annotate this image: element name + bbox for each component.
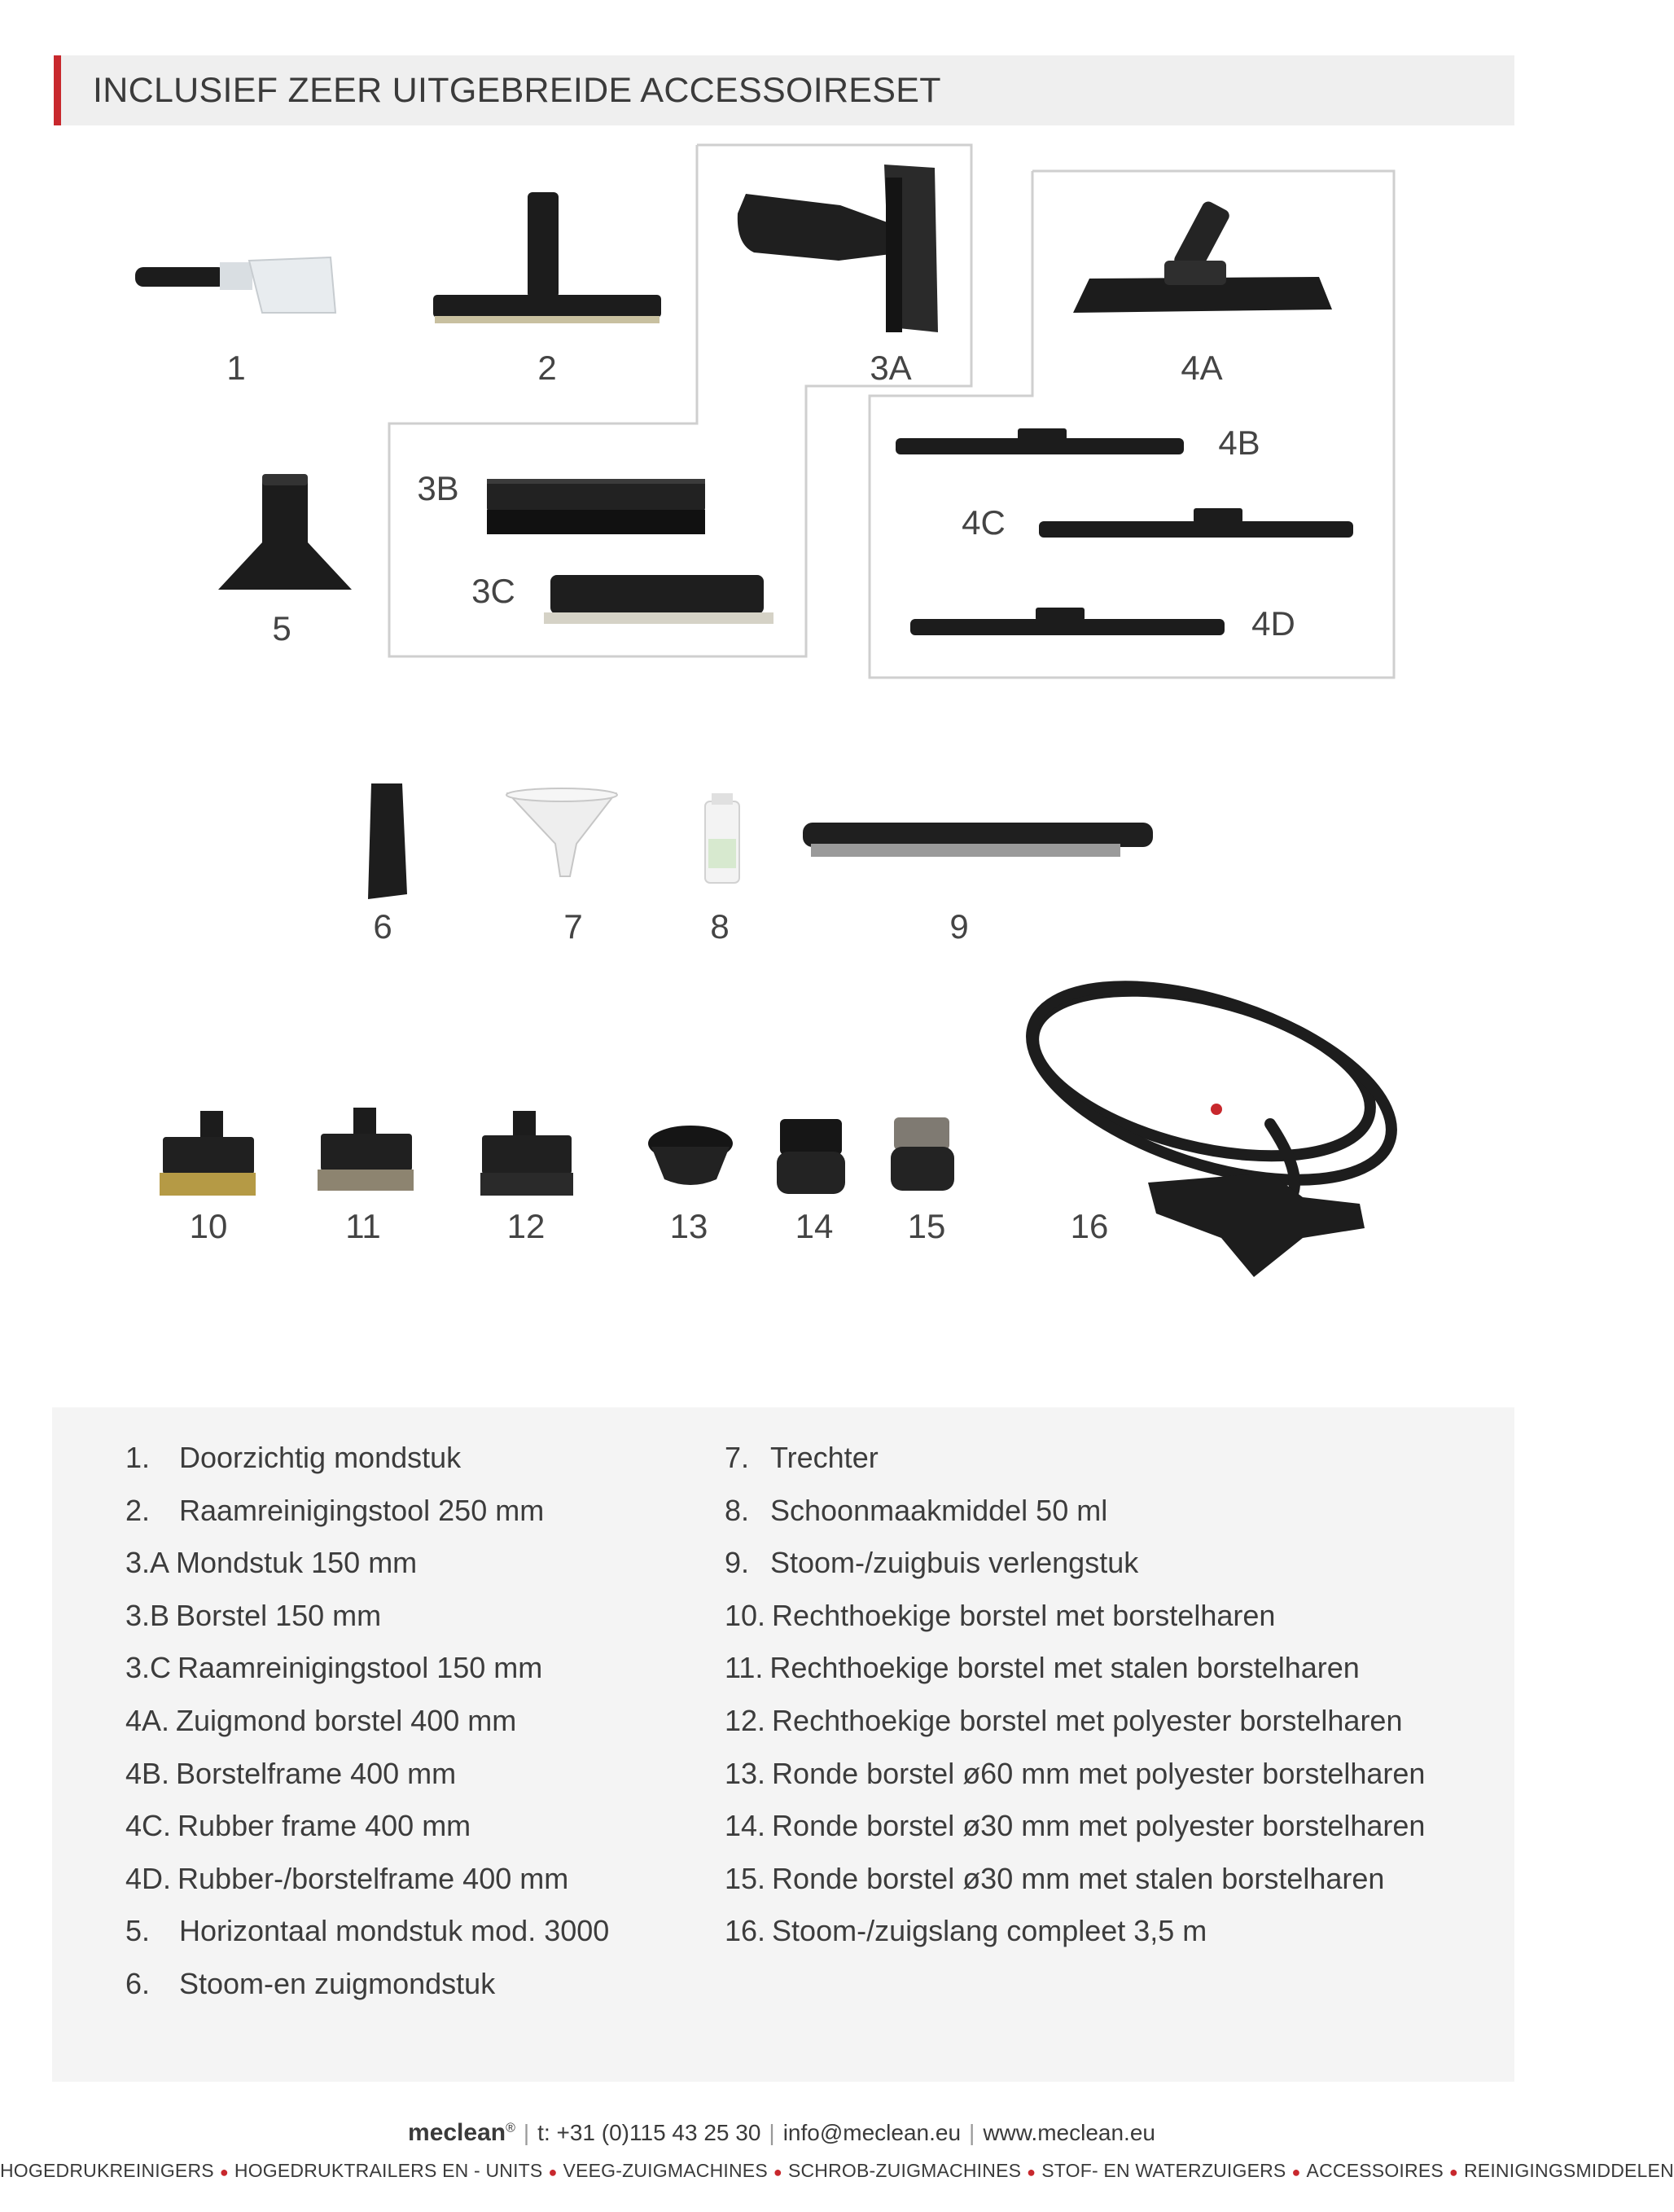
list-item <box>125 1808 471 1844</box>
product-7-funnel <box>506 788 617 876</box>
list-item-text: Stoom-en zuigmondstuk <box>179 1967 496 2000</box>
list-item-text: Mondstuk 150 mm <box>176 1546 418 1580</box>
list-item-text: Ronde borstel ø30 mm met polyester borstelharen <box>772 1809 1426 1843</box>
list-item-text: Ronde borstel ø60 mm met polyester borstelharen <box>772 1756 1426 1790</box>
list-item <box>725 1808 1425 1844</box>
list-item <box>125 1440 461 1476</box>
list-item-number: 4A. <box>125 1704 170 1737</box>
label-7: 7 <box>563 907 583 946</box>
footer-category[interactable]: VEEG-ZUIGMACHINES <box>563 2160 768 2181</box>
list-item <box>725 1440 879 1476</box>
list-item-number: 16. <box>725 1914 766 1948</box>
list-item <box>725 1913 1207 1949</box>
list-item-number: 6. <box>125 1967 151 2000</box>
label-14: 14 <box>795 1207 834 1245</box>
list-item <box>125 1756 456 1792</box>
list-item-number: 15. <box>725 1861 766 1895</box>
label-4a: 4A <box>1181 349 1223 387</box>
label-1: 1 <box>226 349 246 387</box>
list-item <box>125 1966 495 2002</box>
label-12: 12 <box>506 1207 546 1245</box>
list-item-number: 9. <box>725 1546 750 1580</box>
list-item-text: Borstel 150 mm <box>176 1598 382 1632</box>
footer-category[interactable]: HOGEDRUKREINIGERS <box>0 2160 214 2181</box>
list-item-number: 2. <box>125 1493 151 1527</box>
product-3c-window-tool <box>544 575 773 624</box>
list-item-number: 11. <box>725 1651 764 1685</box>
list-item <box>725 1756 1425 1792</box>
category-separator: ● <box>548 2164 558 2180</box>
list-item-number: 4C. <box>125 1809 172 1843</box>
list-item-text: Doorzichtig mondstuk <box>179 1441 462 1474</box>
list-item-number: 3.A <box>125 1546 170 1580</box>
registered-mark: ® <box>506 2121 515 2135</box>
category-separator: ● <box>219 2164 229 2180</box>
list-item <box>125 1913 609 1949</box>
list-item-number: 14. <box>725 1809 766 1843</box>
list-item-text: Schoonmaakmiddel 50 ml <box>770 1493 1108 1527</box>
product-3a-nozzle <box>738 165 938 332</box>
list-item-number: 10. <box>725 1598 766 1632</box>
list-item-number: 1. <box>125 1441 151 1474</box>
category-separator: ● <box>1027 2164 1036 2180</box>
list-item-number: 12. <box>725 1704 766 1737</box>
label-6: 6 <box>373 907 392 946</box>
label-16: 16 <box>1070 1207 1109 1245</box>
list-item-text: Borstelframe 400 mm <box>176 1756 457 1790</box>
list-item-number: 4B. <box>125 1756 170 1790</box>
label-10: 10 <box>189 1207 228 1245</box>
product-2-window-tool <box>433 192 661 323</box>
list-item <box>125 1703 516 1739</box>
label-3c: 3C <box>471 572 515 610</box>
label-3a: 3A <box>870 349 912 387</box>
list-item <box>725 1545 1138 1581</box>
list-item-text: Raamreinigingstool 250 mm <box>179 1493 545 1527</box>
label-4d: 4D <box>1251 604 1295 643</box>
product-3b-brush <box>487 479 705 534</box>
list-item-text: Rubber frame 400 mm <box>177 1809 471 1843</box>
footer-email[interactable]: info@meclean.eu <box>782 2120 962 2145</box>
footer-contact: meclean® | t: +31 (0)115 43 25 30 | info@meclean.eu | www.meclean.eu <box>408 2119 1155 2146</box>
list-item-text: Raamreinigingstool 150 mm <box>177 1651 543 1685</box>
list-item <box>725 1703 1402 1739</box>
label-13: 13 <box>669 1207 708 1245</box>
product-14-round-brush-30 <box>777 1119 845 1194</box>
product-13-round-brush-60 <box>648 1126 733 1185</box>
product-6-steam-nozzle <box>368 783 407 899</box>
list-item <box>725 1598 1275 1634</box>
list-item <box>125 1598 381 1634</box>
label-8: 8 <box>710 907 730 946</box>
list-item-text: Rubber-/borstelframe 400 mm <box>177 1861 569 1895</box>
label-11: 11 <box>345 1207 381 1245</box>
product-4d-rubber-brush-frame <box>910 608 1225 635</box>
list-item-text: Stoom-/zuigslang compleet 3,5 m <box>772 1914 1207 1948</box>
footer-category[interactable]: SCHROB-ZUIGMACHINES <box>787 2160 1022 2181</box>
category-separator: ● <box>1291 2164 1301 2180</box>
section-title: INCLUSIEF ZEER UITGEBREIDE ACCESSOIRESET <box>93 71 941 110</box>
list-item-number: 3.C <box>125 1651 172 1685</box>
list-item-text: Horizontaal mondstuk mod. 3000 <box>179 1914 610 1948</box>
list-item <box>725 1650 1360 1686</box>
list-item-text: Trechter <box>770 1441 879 1474</box>
product-9-extension-tube <box>803 823 1153 857</box>
footer-category[interactable]: HOGEDRUKTRAILERS EN - UNITS <box>234 2160 543 2181</box>
product-8-cleaning-agent <box>705 793 739 883</box>
product-10-brush-brass <box>160 1111 256 1196</box>
label-15: 15 <box>907 1207 946 1245</box>
product-4c-rubber-frame <box>1039 508 1353 538</box>
product-5-horizontal-nozzle <box>218 474 352 590</box>
list-item-text: Rechthoekige borstel met stalen borstelharen <box>769 1651 1360 1685</box>
list-item-number: 8. <box>725 1493 750 1527</box>
list-item <box>125 1493 544 1529</box>
group-outline-4 <box>870 171 1394 678</box>
product-4b-brush-frame <box>896 428 1184 454</box>
footer-category[interactable]: ACCESSOIRES <box>1306 2160 1444 2181</box>
list-item-number: 5. <box>125 1914 151 1948</box>
list-item-number: 4D. <box>125 1861 172 1895</box>
label-3b: 3B <box>417 469 459 507</box>
label-2: 2 <box>537 349 557 387</box>
product-15-round-brush-30-steel <box>891 1117 954 1191</box>
list-item-number: 13. <box>725 1756 766 1790</box>
list-item-text: Zuigmond borstel 400 mm <box>176 1704 517 1737</box>
list-item <box>125 1650 542 1686</box>
footer-category[interactable]: REINIGINGSMIDDELEN <box>1463 2160 1674 2181</box>
footer-website[interactable]: www.meclean.eu <box>983 2120 1155 2145</box>
product-1-transparent-nozzle <box>135 257 335 313</box>
label-4b: 4B <box>1218 424 1260 462</box>
label-9: 9 <box>949 907 969 946</box>
footer-phone: t: +31 (0)115 43 25 30 <box>537 2120 761 2145</box>
list-item-text: Rechthoekige borstel met borstelharen <box>772 1598 1276 1632</box>
footer-category[interactable]: STOF- EN WATERZUIGERS <box>1041 2160 1286 2181</box>
list-item <box>125 1861 568 1897</box>
hose-handle <box>1148 1104 1365 1277</box>
product-12-brush-polyester <box>480 1111 573 1196</box>
list-item <box>125 1545 417 1581</box>
product-11-brush-steel <box>318 1108 414 1191</box>
list-item-number: 7. <box>725 1441 750 1474</box>
label-4c: 4C <box>962 503 1006 542</box>
category-separator: ● <box>773 2164 782 2180</box>
category-separator: ● <box>1448 2164 1458 2180</box>
list-item <box>725 1861 1384 1897</box>
footer-categories <box>0 2160 1674 2182</box>
list-item-text: Stoom-/zuigbuis verlengstuk <box>770 1546 1139 1580</box>
label-5: 5 <box>272 609 291 647</box>
brand-name: meclean <box>408 2119 506 2146</box>
list-item-number: 3.B <box>125 1598 170 1632</box>
list-item <box>725 1493 1107 1529</box>
list-item-text: Ronde borstel ø30 mm met stalen borstelharen <box>772 1861 1385 1895</box>
list-item-text: Rechthoekige borstel met polyester borstelharen <box>772 1704 1403 1737</box>
product-4a-floor-brush <box>1073 200 1332 313</box>
